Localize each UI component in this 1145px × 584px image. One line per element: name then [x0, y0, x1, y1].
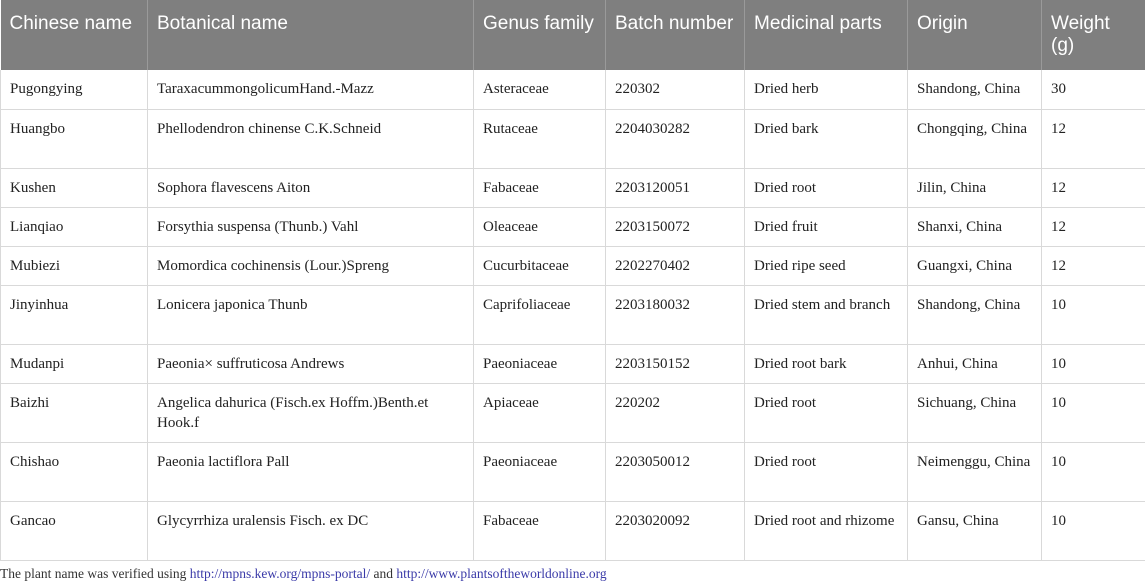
header-genus-family: Genus family	[474, 0, 606, 70]
cell-weight: 12	[1042, 246, 1145, 285]
cell-medicinal-parts: Dried root and rhizome	[745, 501, 908, 560]
cell-weight: 10	[1042, 344, 1145, 383]
cell-origin: Gansu, China	[908, 501, 1042, 560]
cell-weight: 10	[1042, 501, 1145, 560]
cell-medicinal-parts: Dried root bark	[745, 344, 908, 383]
cell-weight: 12	[1042, 168, 1145, 207]
cell-genus-family: Asteraceae	[474, 70, 606, 109]
table-header	[1, 0, 1145, 70]
mpns-portal-link[interactable]: http://mpns.kew.org/mpns-portal/	[189, 566, 371, 581]
cell-chinese-name: Chishao	[1, 442, 148, 501]
table-row	[1, 70, 1145, 109]
cell-chinese-name: Pugongying	[1, 70, 148, 109]
cell-botanical-name: Sophora flavescens Aiton	[148, 168, 474, 207]
cell-genus-family: Fabaceae	[474, 168, 606, 207]
table-row	[1, 344, 1145, 383]
cell-botanical-name: Paeonia× suffruticosa Andrews	[148, 344, 474, 383]
cell-genus-family: Cucurbitaceae	[474, 246, 606, 285]
table-row	[1, 501, 1145, 560]
cell-chinese-name: Mubiezi	[1, 246, 148, 285]
plants-of-the-world-link[interactable]: http://www.plantsoftheworldonline.org	[396, 566, 607, 581]
cell-medicinal-parts: Dried stem and branch	[745, 285, 908, 344]
header-weight: Weight (g)	[1042, 0, 1145, 70]
cell-batch-number: 2203180032	[606, 285, 745, 344]
header-batch-number: Batch number	[606, 0, 745, 70]
cell-origin: Chongqing, China	[908, 109, 1042, 168]
cell-batch-number: 220302	[606, 70, 745, 109]
cell-medicinal-parts: Dried root	[745, 383, 908, 442]
cell-origin: Anhui, China	[908, 344, 1042, 383]
footnote-prefix: The plant name was verified using	[0, 566, 190, 581]
cell-batch-number: 2203120051	[606, 168, 745, 207]
cell-batch-number: 2203050012	[606, 442, 745, 501]
footnote-middle: and	[370, 566, 397, 581]
table-body	[1, 70, 1145, 560]
cell-medicinal-parts: Dried fruit	[745, 207, 908, 246]
table-row	[1, 383, 1145, 442]
table-row	[1, 168, 1145, 207]
cell-genus-family: Apiaceae	[474, 383, 606, 442]
cell-medicinal-parts: Dried root	[745, 442, 908, 501]
cell-medicinal-parts: Dried herb	[745, 70, 908, 109]
cell-genus-family: Paeoniaceae	[474, 442, 606, 501]
cell-batch-number: 220202	[606, 383, 745, 442]
header-chinese-name: Chinese name	[1, 0, 148, 70]
header-row	[1, 0, 1145, 70]
cell-genus-family: Oleaceae	[474, 207, 606, 246]
cell-chinese-name: Huangbo	[1, 109, 148, 168]
cell-batch-number: 2204030282	[606, 109, 745, 168]
cell-botanical-name: Forsythia suspensa (Thunb.) Vahl	[148, 207, 474, 246]
table-row	[1, 109, 1145, 168]
cell-genus-family: Paeoniaceae	[474, 344, 606, 383]
cell-chinese-name: Kushen	[1, 168, 148, 207]
cell-batch-number: 2202270402	[606, 246, 745, 285]
cell-botanical-name: Phellodendron chinense C.K.Schneid	[148, 109, 474, 168]
table-row	[1, 207, 1145, 246]
cell-origin: Shandong, China	[908, 70, 1042, 109]
cell-weight: 12	[1042, 207, 1145, 246]
cell-genus-family: Caprifoliaceae	[474, 285, 606, 344]
cell-genus-family: Fabaceae	[474, 501, 606, 560]
cell-chinese-name: Baizhi	[1, 383, 148, 442]
cell-chinese-name: Mudanpi	[1, 344, 148, 383]
cell-chinese-name: Jinyinhua	[1, 285, 148, 344]
header-origin: Origin	[908, 0, 1042, 70]
cell-botanical-name: Momordica cochinensis (Lour.)Spreng	[148, 246, 474, 285]
cell-batch-number: 2203150072	[606, 207, 745, 246]
table-row	[1, 285, 1145, 344]
table-row	[1, 246, 1145, 285]
cell-chinese-name: Lianqiao	[1, 207, 148, 246]
cell-botanical-name: Angelica dahurica (Fisch.ex Hoffm.)Benth.et Hook.f	[148, 383, 474, 442]
table-row	[1, 442, 1145, 501]
cell-weight: 10	[1042, 285, 1145, 344]
cell-botanical-name: TaraxacummongolicumHand.-Mazz	[148, 70, 474, 109]
cell-medicinal-parts: Dried bark	[745, 109, 908, 168]
cell-origin: Sichuang, China	[908, 383, 1042, 442]
cell-origin: Shanxi, China	[908, 207, 1042, 246]
header-medicinal-parts: Medicinal parts	[745, 0, 908, 70]
table-footnote	[0, 566, 607, 582]
cell-origin: Neimenggu, China	[908, 442, 1042, 501]
cell-genus-family: Rutaceae	[474, 109, 606, 168]
cell-botanical-name: Paeonia lactiflora Pall	[148, 442, 474, 501]
cell-botanical-name: Glycyrrhiza uralensis Fisch. ex DC	[148, 501, 474, 560]
cell-origin: Shandong, China	[908, 285, 1042, 344]
cell-medicinal-parts: Dried root	[745, 168, 908, 207]
cell-weight: 10	[1042, 383, 1145, 442]
cell-weight: 12	[1042, 109, 1145, 168]
cell-chinese-name: Gancao	[1, 501, 148, 560]
header-botanical-name: Botanical name	[148, 0, 474, 70]
cell-batch-number: 2203150152	[606, 344, 745, 383]
cell-weight: 30	[1042, 70, 1145, 109]
cell-weight: 10	[1042, 442, 1145, 501]
cell-batch-number: 2203020092	[606, 501, 745, 560]
cell-botanical-name: Lonicera japonica Thunb	[148, 285, 474, 344]
cell-medicinal-parts: Dried ripe seed	[745, 246, 908, 285]
cell-origin: Jilin, China	[908, 168, 1042, 207]
cell-origin: Guangxi, China	[908, 246, 1042, 285]
